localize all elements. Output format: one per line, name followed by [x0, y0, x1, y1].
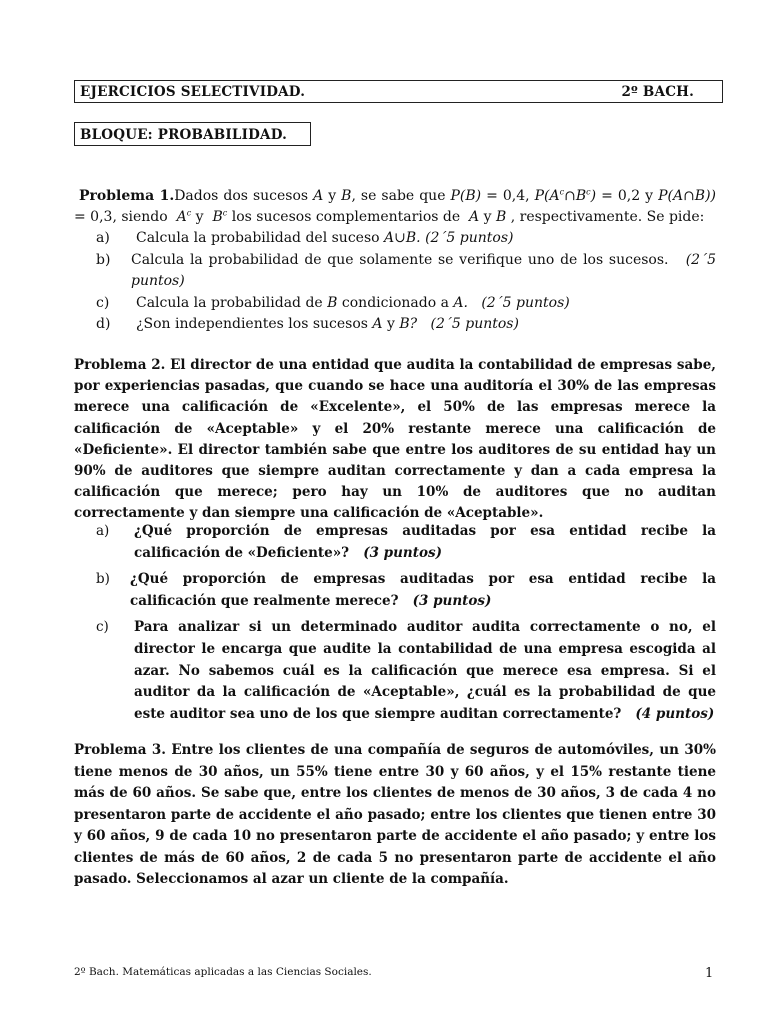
- list-item: [96, 569, 716, 612]
- block-label: BLOQUE: PROBABILIDAD.: [80, 127, 288, 143]
- item-label: c): [96, 294, 110, 311]
- item-label: b): [96, 571, 110, 588]
- list-item: [96, 250, 716, 293]
- item-text: ¿Qué proporción de empresas auditadas por esa entidad recibe la calificación de «Deficiente»? (3 puntos): [134, 523, 716, 561]
- header-box: [74, 80, 723, 103]
- list-item: [96, 228, 716, 250]
- header-title: EJERCICIOS SELECTIVIDAD.: [80, 84, 306, 100]
- math-b: B: [495, 209, 507, 226]
- math-b: B: [341, 188, 352, 204]
- problem-1-statement: [74, 186, 716, 228]
- problem-1-title: Problema 1.: [79, 188, 175, 204]
- item-text: Calcula la probabilidad de B condicionado a A. (2´5 puntos): [136, 294, 570, 311]
- item-label: a): [96, 523, 110, 539]
- problem-2-title: Problema 2.: [74, 357, 166, 373]
- math-ac: $A^c$: [176, 208, 192, 226]
- list-item: [96, 293, 716, 315]
- item-label: d): [96, 316, 111, 332]
- problem-1-text: , se sabe que: [351, 188, 451, 204]
- item-text: Para analizar si un determinado auditor audita correctamente o no, el director le encarga que audite la contabilidad de una empresa escogida al azar. No sabemos cuál es la calificación que merece esa empresa. Si el auditor da la calificación de «Aceptable», ¿cuál es la probabilidad de que este auditor sea uno de los que siempre auditan correctamente? (4 puntos): [134, 619, 716, 722]
- list-item: [96, 314, 716, 336]
- problem-3-text: Entre los clientes de una compañía de seguros de automóviles, un 30% tiene menos de 30 años, un 55% tiene entre 30 y 60 años, y el 15% restante tiene más de 60 años. Se sabe que, entre los clientes de menos de 30 años, 3 de cada 4 no presentaron parte de accidente el año pasado; entre los clientes que tienen entre 30 y 60 años, 9 de cada 10 no presentaron parte de accidente el año pasado; y entre los clientes de más de 60 años, 2 de cada 5 no presentaron parte de accidente el año pasado. Seleccionamos al azar un cliente de la compañía.: [74, 742, 716, 887]
- problem-1-text: = 0,2 y: [596, 188, 659, 204]
- problem-1-text: = 0,4,: [481, 188, 535, 204]
- footer-text: 2º Bach. Matemáticas aplicadas a las Ciencias Sociales.: [74, 966, 372, 978]
- page-number: 1: [705, 966, 714, 981]
- math-a: A: [469, 209, 480, 226]
- problem-1-text: = 0,3, siendo: [74, 209, 173, 226]
- problem-2-items: [96, 521, 716, 727]
- problem-1-text: los sucesos complementarios de: [227, 209, 465, 226]
- math-a: A: [313, 188, 324, 204]
- problem-1-text: , respectivamente. Se pide:: [506, 209, 705, 226]
- problem-1-text: Dados dos sucesos: [174, 188, 314, 204]
- header-course: 2º BACH.: [621, 84, 694, 100]
- item-label: b): [96, 251, 111, 268]
- item-text: ¿Son independientes los sucesos A y B? (2´5 puntos): [136, 316, 519, 332]
- list-item: [96, 521, 716, 564]
- problem-3-statement: [74, 740, 716, 891]
- problem-1-text: y: [479, 209, 496, 226]
- item-label: a): [96, 230, 110, 246]
- list-item: [96, 617, 716, 725]
- problem-1-text: y: [191, 209, 209, 226]
- item-text: Calcula la probabilidad del suceso A∪B. (2´5 puntos): [136, 230, 514, 246]
- math-pab: $P(A^c\cap B^c)$: [534, 187, 597, 204]
- problem-2-text: El director de una entidad que audita la contabilidad de empresas sabe, por experiencias pasadas, que cuando se hace una auditoría el 30% de las empresas merece una calificación de «Excelente», el 50% de las empresas merece la calificación de «Aceptable» y el 20% restante merece una calificación de «Deficiente». El director también sabe que entre los auditores de su entidad hay un 90% de auditores que siempre auditan correctamente y dan a cada empresa la calificación que merece; pero hay un 10% de auditores que no auditan correctamente y dan siempre una calificación de «Aceptable».: [74, 357, 716, 522]
- item-text: ¿Qué proporción de empresas auditadas por esa entidad recibe la calificación que realmente merece? (3 puntos): [130, 571, 716, 609]
- item-label: c): [96, 619, 109, 636]
- math-bc: $B^c$: [212, 208, 228, 226]
- problem-1-text: y: [323, 188, 342, 204]
- item-text: Calcula la probabilidad de que solamente se verifique uno de los sucesos. (2´5 puntos): [131, 251, 716, 289]
- problem-1-items: [96, 228, 716, 336]
- block-box: [74, 122, 311, 146]
- problem-3-title: Problema 3.: [74, 742, 166, 758]
- math-pb: P(B): [450, 188, 482, 204]
- math-pab2: P(A∩B)): [658, 188, 717, 204]
- problem-2-statement: [74, 355, 716, 525]
